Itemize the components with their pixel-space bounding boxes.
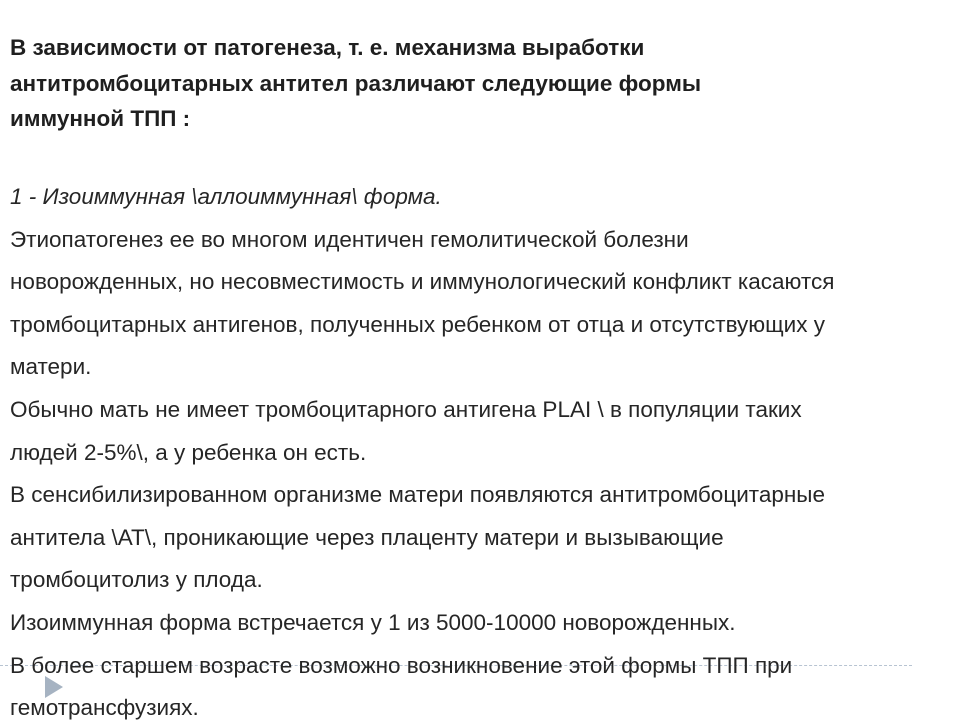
body-line: В более старшем возрасте возможно возникновение этой формы ТПП при xyxy=(10,652,793,678)
slide-body xyxy=(10,176,945,720)
body-line: тромбоцитолиз у плода. xyxy=(10,567,263,593)
form-title: 1 - Изоиммунная \аллоиммунная\ форма. xyxy=(10,184,442,209)
body-line: Этиопатогенез ее во многом идентичен гемолитической болезни xyxy=(10,226,689,252)
heading-line: иммунной ТПП : xyxy=(10,106,191,131)
body-line: людей 2-5%\, а у ребенка он есть. xyxy=(10,439,367,465)
body-line: тромбоцитарных антигенов, полученных ребенком от отца и отсутствующих у xyxy=(10,311,825,337)
heading-line: В зависимости от патогенеза, т. е. механизма выработки xyxy=(10,35,645,60)
body-line: матери. xyxy=(10,354,92,380)
slide-heading xyxy=(10,30,910,137)
body-line: Обычно мать не имеет тромбоцитарного антигена PLAI \ в популяции таких xyxy=(10,396,802,422)
body-line: В сенсибилизированном организме матери появляются антитромбоцитарные xyxy=(10,482,825,508)
heading-line: антитромбоцитарных антител различают следующие формы xyxy=(10,70,702,96)
body-line: гемотрансфузиях. xyxy=(10,695,199,720)
body-line: Изоиммунная форма встречается у 1 из 5000-10000 новорожденных. xyxy=(10,609,736,635)
body-line: новорожденных, но несовместимость и иммунологический конфликт касаются xyxy=(10,269,835,295)
body-line: антитела \АТ\, проникающие через плаценту матери и вызывающие xyxy=(10,524,724,550)
